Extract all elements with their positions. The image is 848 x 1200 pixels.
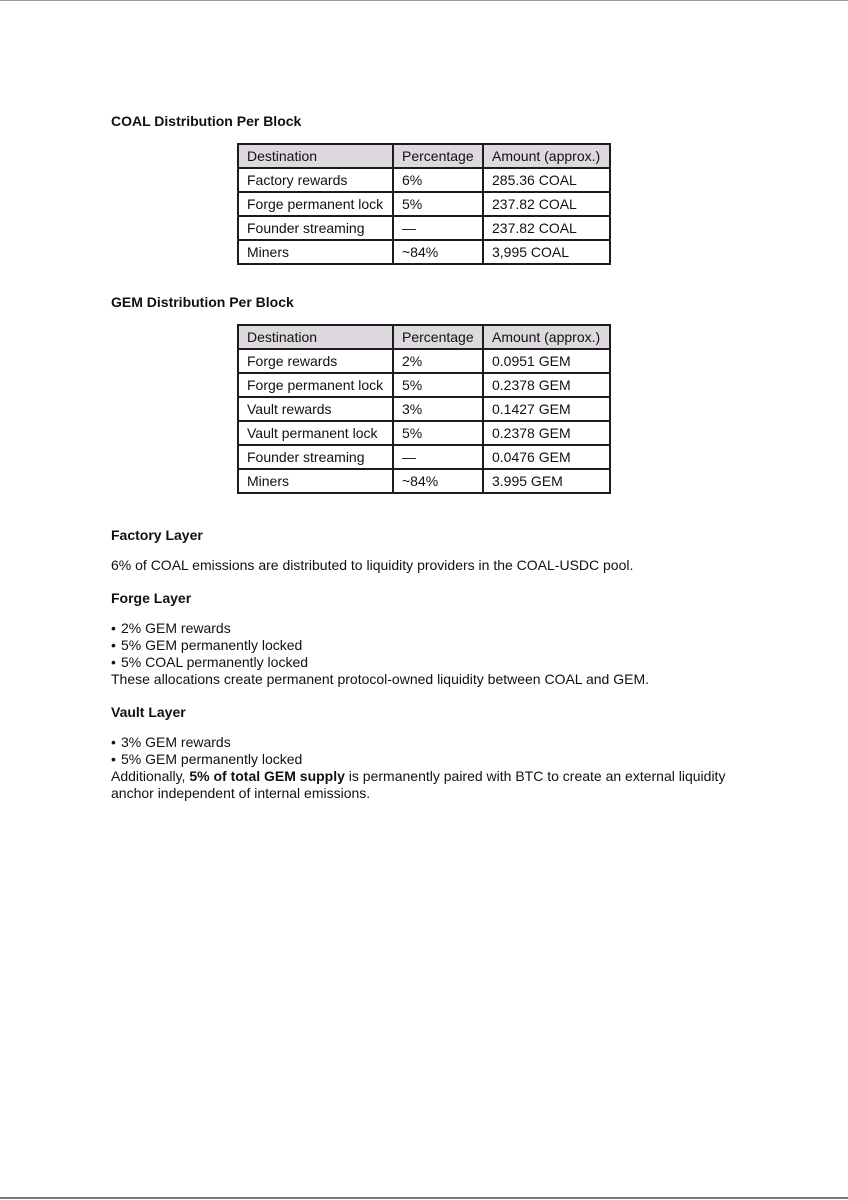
table-row — [238, 373, 610, 397]
percentage-cell: 3% — [393, 397, 483, 421]
table-header-row — [238, 325, 610, 349]
amount-cell: 3.995 GEM — [483, 469, 610, 493]
destination-cell: Forge rewards — [238, 349, 393, 373]
factory-layer-description: 6% of COAL emissions are distributed to liquidity providers in the COAL-USDC pool. — [111, 557, 634, 573]
destination-cell: Vault rewards — [238, 397, 393, 421]
coal-distribution-table — [237, 143, 611, 265]
column-header: Percentage — [393, 325, 483, 349]
coal-distribution-heading: COAL Distribution Per Block — [111, 113, 302, 129]
vault-layer-description — [111, 768, 725, 785]
table-row — [238, 216, 610, 240]
table-row — [238, 421, 610, 445]
destination-cell: Founder streaming — [238, 445, 393, 469]
amount-cell: 0.0476 GEM — [483, 445, 610, 469]
list-item-text: 5% GEM permanently locked — [121, 637, 303, 653]
gem-distribution-heading: GEM Distribution Per Block — [111, 294, 294, 310]
amount-cell: 285.36 COAL — [483, 168, 610, 192]
factory-layer-heading: Factory Layer — [111, 527, 203, 543]
bullet-marker: • — [111, 751, 116, 767]
column-header: Amount (approx.) — [483, 325, 610, 349]
amount-cell: 237.82 COAL — [483, 216, 610, 240]
amount-cell: 237.82 COAL — [483, 192, 610, 216]
destination-cell: Vault permanent lock — [238, 421, 393, 445]
page-bottom-border — [0, 1197, 848, 1199]
table-row — [238, 349, 610, 373]
gem-supply-highlight: 5% of total GEM supply — [189, 768, 345, 784]
amount-cell: 0.2378 GEM — [483, 373, 610, 397]
percentage-cell: ~84% — [393, 469, 483, 493]
forge-layer-bullet-list — [111, 620, 308, 671]
percentage-cell: 6% — [393, 168, 483, 192]
vault-layer-heading: Vault Layer — [111, 704, 186, 720]
list-item-text: 3% GEM rewards — [121, 734, 231, 750]
list-item-text: 5% COAL permanently locked — [121, 654, 309, 670]
list-item-text: 2% GEM rewards — [121, 620, 231, 636]
forge-layer-heading: Forge Layer — [111, 590, 192, 606]
table-header-row — [238, 144, 610, 168]
table-row — [238, 240, 610, 264]
percentage-cell: ~84% — [393, 240, 483, 264]
column-header: Destination — [238, 325, 393, 349]
bullet-marker: • — [111, 637, 116, 653]
column-header: Amount (approx.) — [483, 144, 610, 168]
destination-cell: Forge permanent lock — [238, 192, 393, 216]
list-item-text: 5% GEM permanently locked — [121, 751, 303, 767]
vault-layer-description-continued: anchor independent of internal emissions. — [111, 785, 371, 801]
list-item — [111, 637, 308, 654]
percentage-cell: — — [393, 445, 483, 469]
table-row — [238, 397, 610, 421]
description-prefix: Additionally, — [111, 768, 190, 784]
percentage-cell: — — [393, 216, 483, 240]
destination-cell: Factory rewards — [238, 168, 393, 192]
table-row — [238, 192, 610, 216]
amount-cell: 0.0951 GEM — [483, 349, 610, 373]
list-item — [111, 751, 302, 768]
column-header: Percentage — [393, 144, 483, 168]
list-item — [111, 654, 308, 671]
column-header: Destination — [238, 144, 393, 168]
destination-cell: Miners — [238, 240, 393, 264]
list-item — [111, 620, 308, 637]
vault-layer-bullet-list — [111, 734, 302, 768]
gem-distribution-table — [237, 324, 611, 494]
percentage-cell: 2% — [393, 349, 483, 373]
percentage-cell: 5% — [393, 373, 483, 397]
description-suffix: is permanently paired with BTC to create an external liquidity — [344, 768, 726, 784]
bullet-marker: • — [111, 654, 116, 670]
amount-cell: 0.1427 GEM — [483, 397, 610, 421]
page-top-border — [0, 0, 848, 1]
destination-cell: Forge permanent lock — [238, 373, 393, 397]
amount-cell: 3,995 COAL — [483, 240, 610, 264]
table-row — [238, 168, 610, 192]
amount-cell: 0.2378 GEM — [483, 421, 610, 445]
forge-layer-description: These allocations create permanent protocol-owned liquidity between COAL and GEM. — [111, 671, 649, 687]
table-row — [238, 469, 610, 493]
percentage-cell: 5% — [393, 192, 483, 216]
destination-cell: Founder streaming — [238, 216, 393, 240]
bullet-marker: • — [111, 734, 116, 750]
percentage-cell: 5% — [393, 421, 483, 445]
table-row — [238, 445, 610, 469]
destination-cell: Miners — [238, 469, 393, 493]
list-item — [111, 734, 302, 751]
bullet-marker: • — [111, 620, 116, 636]
